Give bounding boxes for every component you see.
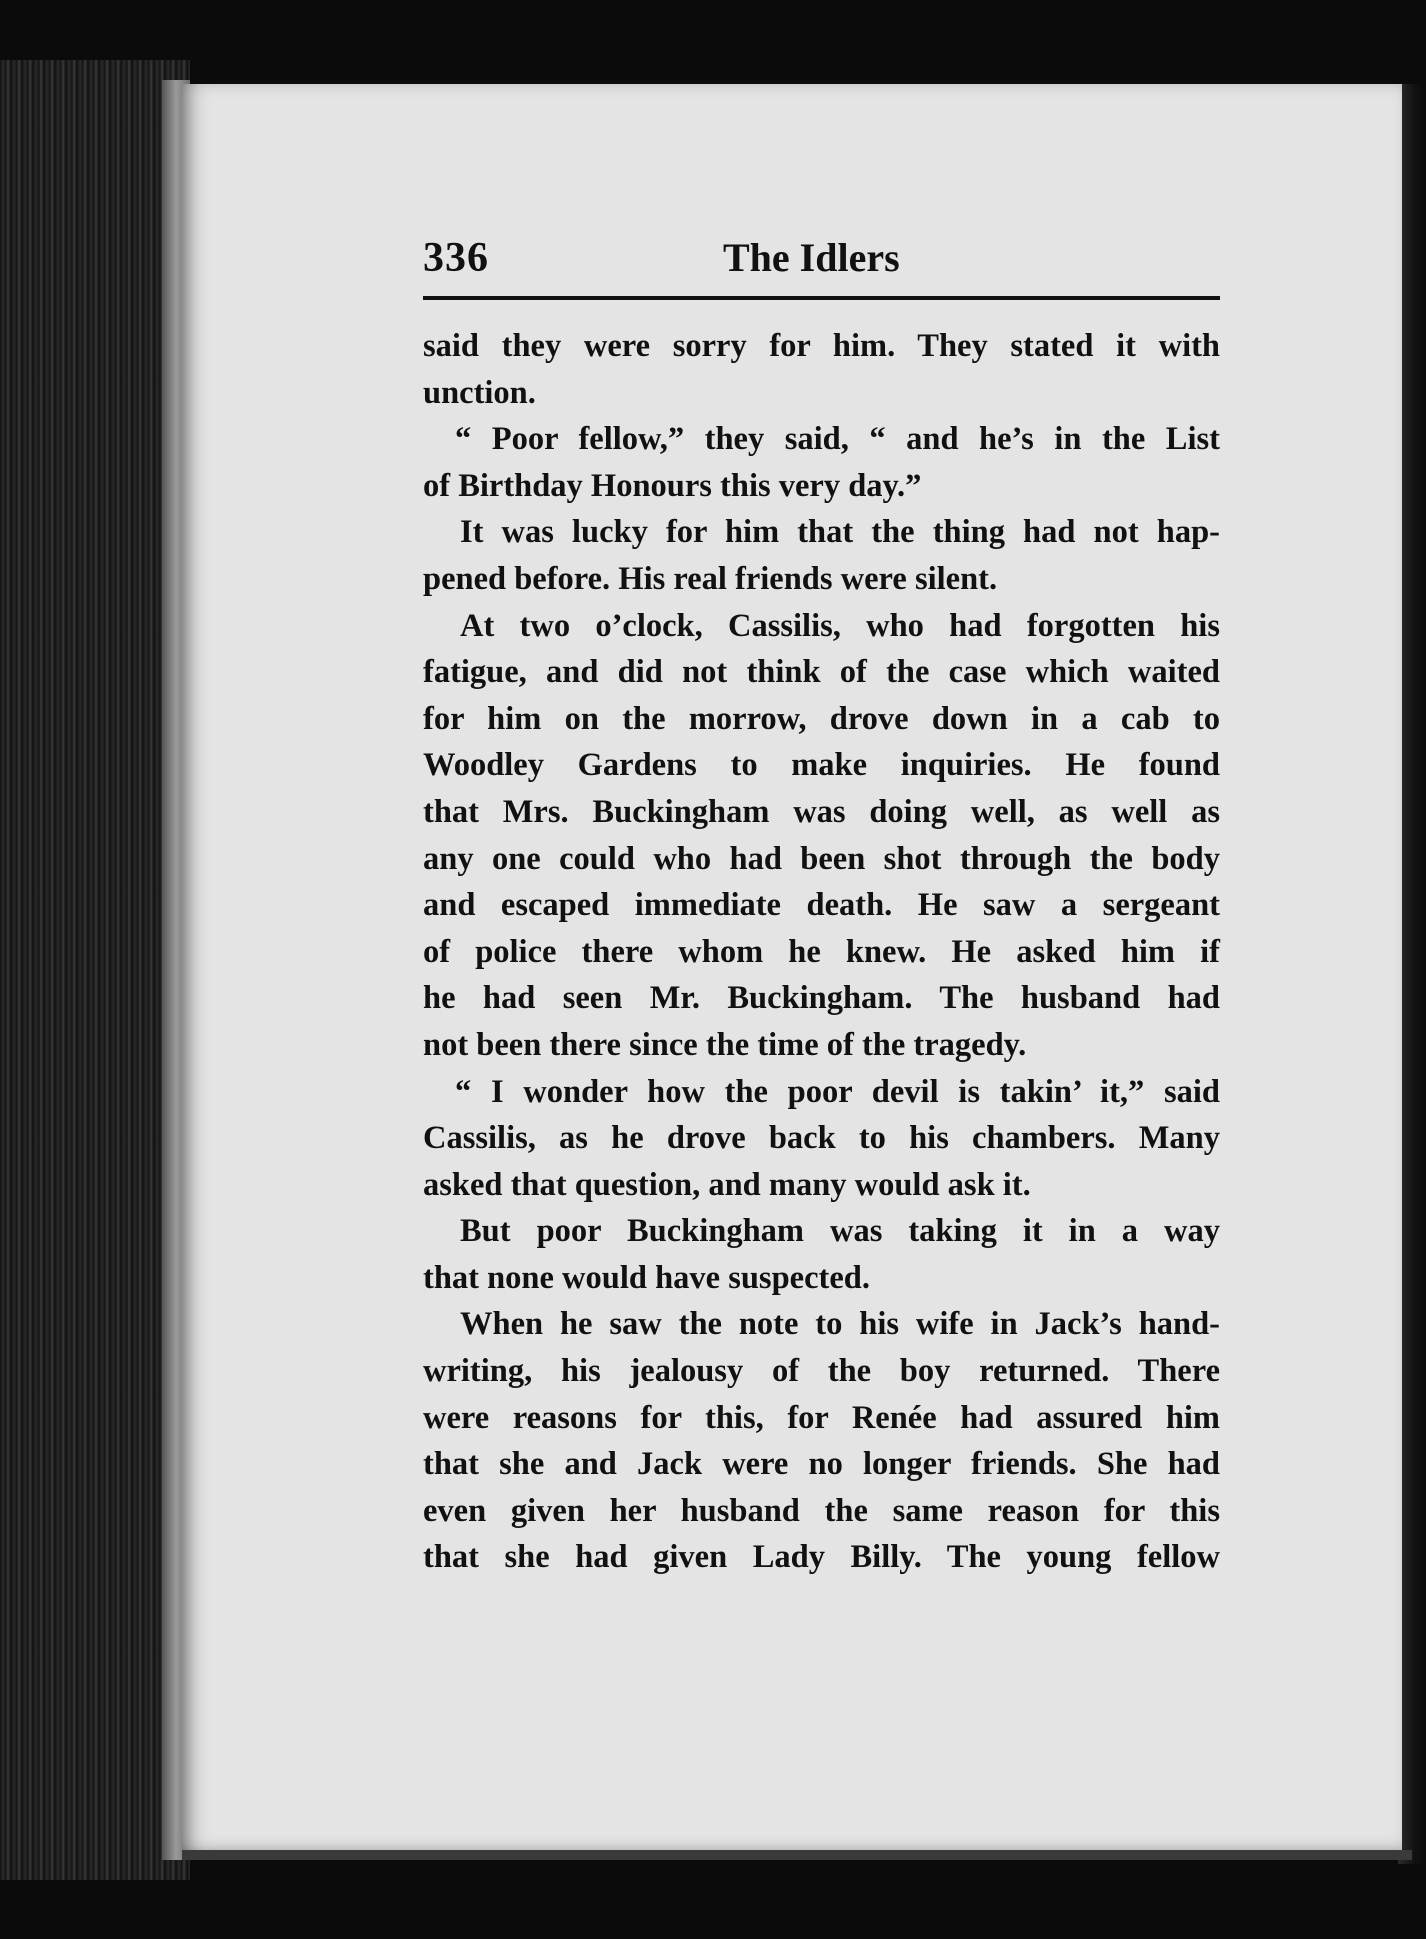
text-line: that none would have suspected. xyxy=(423,1259,870,1296)
text-line: said they were sorry for him. They stated it with xyxy=(423,328,1220,364)
text-line: pened before. His real friends were silent. xyxy=(423,560,998,597)
page-header xyxy=(423,234,1220,300)
text-line: of police there whom he knew. He asked him if xyxy=(423,933,1220,970)
text-line: When he saw the note to his wife in Jack’s hand- xyxy=(460,1306,1220,1343)
text-line: for him on the morrow, drove down in a cab to xyxy=(423,700,1220,737)
text-line: writing, his jealousy of the boy returned. There xyxy=(423,1353,1220,1390)
page-body-text xyxy=(423,323,1220,1581)
text-line: It was lucky for him that the thing had not hap- xyxy=(460,514,1220,551)
book-right-edge xyxy=(1398,84,1426,1864)
text-line: fatigue, and did not think of the case which waited xyxy=(423,654,1220,691)
text-line: were reasons for this, for Renée had assured him xyxy=(423,1399,1220,1436)
text-line: not been there since the time of the tragedy. xyxy=(423,1026,1027,1063)
text-line: “ Poor fellow,” they said, “ and he’s in the List xyxy=(455,421,1220,458)
running-title: The Idlers xyxy=(723,235,900,280)
book-bottom-edge xyxy=(182,1850,1412,1860)
text-line: that Mrs. Buckingham was doing well, as well as xyxy=(423,793,1220,830)
text-line: Woodley Gardens to make inquiries. He found xyxy=(423,747,1220,784)
text-line: unction. xyxy=(423,374,536,411)
text-line: But poor Buckingham was taking it in a way xyxy=(460,1213,1220,1250)
text-line: even given her husband the same reason for this xyxy=(423,1492,1220,1529)
text-line: Cassilis, as he drove back to his chambers. Many xyxy=(423,1120,1220,1157)
text-line: and escaped immediate death. He saw a sergeant xyxy=(423,887,1220,924)
text-line: “ I wonder how the poor devil is takin’ it,” said xyxy=(455,1073,1220,1110)
text-line: At two o’clock, Cassilis, who had forgotten his xyxy=(460,607,1220,644)
text-line: of Birthday Honours this very day.” xyxy=(423,467,922,504)
book-page-edges xyxy=(0,60,190,1880)
text-line: asked that question, and many would ask it. xyxy=(423,1166,1031,1203)
text-line: that she and Jack were no longer friends. She had xyxy=(423,1446,1220,1483)
text-line: that she had given Lady Billy. The young fellow xyxy=(423,1539,1220,1576)
text-line: he had seen Mr. Buckingham. The husband had xyxy=(423,980,1220,1017)
text-line: any one could who had been shot through the body xyxy=(423,840,1220,877)
page-number: 336 xyxy=(423,235,489,281)
